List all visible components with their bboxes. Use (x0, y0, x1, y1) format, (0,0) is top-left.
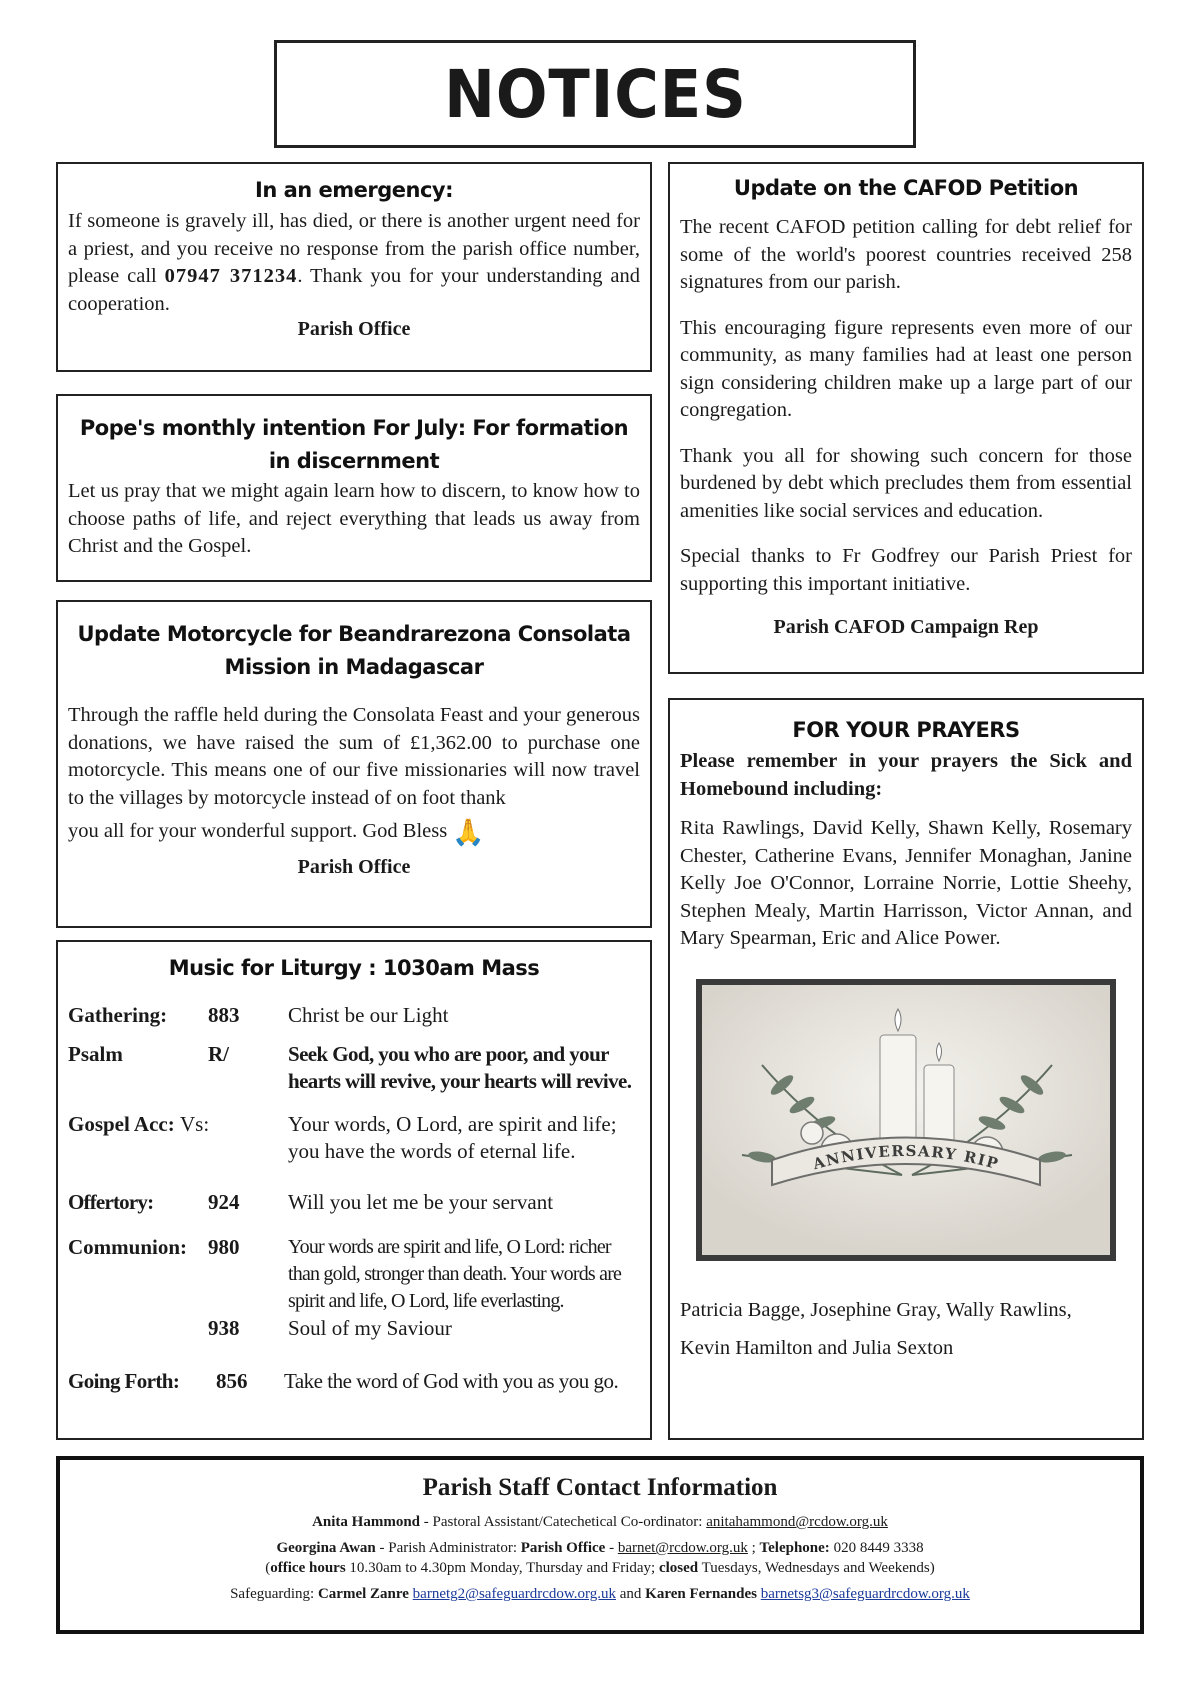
motorcycle-text-last (68, 818, 640, 846)
contact-role: - Parish Administrator: (375, 1540, 521, 1556)
karen-email-link[interactable]: barnetsg3@safeguardrcdow.org.uk (760, 1586, 970, 1602)
cafod-paragraph: Thank you all for showing such concern for those burdened by debt which precludes them from essential amenities like social services and education. (680, 444, 1132, 522)
music-row (68, 1189, 640, 1216)
contact-line-safeguarding (70, 1584, 1130, 1604)
music-row (68, 1041, 640, 1095)
music-row-label: Psalm (68, 1042, 123, 1066)
contact-line-georgina (70, 1538, 1130, 1558)
music-row-label: Gathering: (68, 1003, 168, 1027)
hours-text: 10.30am to 4.30pm Monday, Thursday and Friday; (345, 1560, 659, 1576)
contact-name: Georgina Awan (276, 1540, 376, 1556)
anita-email-link[interactable]: anitahammond@rcdow.org.uk (706, 1514, 888, 1530)
music-row-label: Communion: (68, 1235, 188, 1259)
emergency-text-before: If someone is gravely ill, has died, or there is another urgent need for a priest, and you receive no response from the parish office number, please call (68, 210, 640, 287)
office-label: Parish Office (520, 1540, 606, 1556)
music-row (68, 1234, 640, 1315)
hours-label: office hours (270, 1560, 346, 1576)
music-liturgy-notice (56, 940, 652, 1440)
anniversary-rip-image (696, 979, 1116, 1261)
music-row-number: 980 (208, 1235, 240, 1259)
emergency-text (68, 208, 640, 318)
music-row-label: Offertory: (68, 1190, 154, 1214)
cafod-paragraph: Special thanks to Fr Godfrey our Parish Priest for supporting this important initiative. (680, 545, 1132, 595)
prayers-notice (668, 698, 1144, 1440)
cafod-paragraph: This encouraging figure represents even more of our community, as many families had at least one person sign considering children make up a large part of our congregation. (680, 316, 1132, 421)
music-row-title: Take the word of God with you as you go. (284, 1369, 619, 1393)
prayers-intro: Please remember in your prayers the Sick and Homebound including: (680, 750, 1132, 800)
banner-text: ANNIVERSARY RIP (810, 1141, 1002, 1173)
contact-sep: ; (747, 1540, 760, 1556)
closed-text: Tuesdays, Wednesdays and Weekends) (698, 1560, 935, 1576)
music-row-title: Soul of my Saviour (288, 1316, 452, 1340)
music-row-title: Your words, O Lord, are spirit and life; you have the words of eternal life. (288, 1112, 617, 1163)
music-row-title: Will you let me be your servant (288, 1190, 554, 1214)
office-email-link[interactable]: barnet@rcdow.org.uk (617, 1540, 748, 1556)
contact-heading: Parish Staff Contact Information (422, 1474, 778, 1501)
office-sep: - (605, 1540, 618, 1556)
sick-names-list: Rita Rawlings, David Kelly, Shawn Kelly, Rosemary Chester, Catherine Evans, Jennifer Monaghan, Janine Kelly Joe O'Connor, Lorraine Norrie, Lottie Sheehy, Stephen Mealy, Martin Harrisson, Victor Annan, and Mary Spearman, Eric and Alice Power. (680, 817, 1132, 949)
karen-name: Karen Fernandes (645, 1586, 757, 1602)
music-row (68, 1111, 640, 1165)
prayers-heading: FOR YOUR PRAYERS (792, 718, 1020, 742)
anniversary-names (680, 1291, 1132, 1367)
contact-line-hours: (office hours 10.30am to 4.30pm Monday, Thursday and Friday; closed Tuesdays, Wednesdays and Weekends) (265, 1560, 935, 1576)
music-row-vs: Vs: (179, 1112, 210, 1136)
candles-illustration (702, 985, 1110, 1255)
emergency-signature: Parish Office (297, 318, 411, 340)
music-row-number: 924 (208, 1190, 240, 1214)
contact-line-anita (70, 1512, 1130, 1532)
and-text: and (616, 1586, 646, 1602)
praying-hands-icon: 🙏 (452, 817, 485, 847)
cafod-paragraph: The recent CAFOD petition calling for debt relief for some of the world's poorest countries received 258 signatures from our parish. (680, 216, 1132, 293)
music-row-number: 938 (208, 1316, 240, 1340)
carmel-name: Carmel Zanre (317, 1586, 409, 1602)
emergency-heading: In an emergency: (255, 178, 453, 202)
contact-information (56, 1456, 1144, 1634)
emergency-notice (56, 162, 652, 372)
music-row-title: Christ be our Light (288, 1003, 449, 1027)
music-row-label (68, 1111, 209, 1138)
music-row-title: Your words are spirit and life, O Lord: richer than gold, stronger than death. Your words are spirit and life, O Lord, life everlasting. (288, 1236, 622, 1312)
music-row-title: Seek God, you who are poor, and your hearts will revive, your hearts will revive. (288, 1042, 632, 1093)
music-row-label-text: Gospel Acc: (68, 1112, 175, 1136)
music-row (68, 1315, 640, 1342)
music-row-label: Going Forth: (68, 1369, 180, 1393)
closed-label: closed (658, 1560, 699, 1576)
motorcycle-signature: Parish Office (297, 856, 411, 879)
music-row (68, 1002, 640, 1029)
cafod-petition-notice (668, 162, 1144, 674)
contact-name: Anita Hammond (312, 1514, 421, 1530)
title-box (274, 40, 916, 148)
telephone-label: Telephone: (759, 1540, 830, 1556)
cafod-heading: Update on the CAFOD Petition (733, 176, 1079, 200)
cafod-signature: Parish CAFOD Campaign Rep (773, 616, 1039, 638)
music-row-number: R/ (208, 1042, 229, 1066)
pope-text: Let us pray that we might again learn how to discern, to know how to choose paths of life, and reject everything that leads us away from Christ and the Gospel. (68, 480, 640, 557)
emergency-phone: 07947 371234 (164, 265, 298, 287)
motorcycle-notice (56, 600, 652, 928)
motorcycle-text: Through the raffle held during the Consolata Feast and your generous donations, we have raised the sum of £1,362.00 to purchase one motorcycle. This means one of our five missionaries will now travel to the villages by motorcycle instead of on foot thank (68, 704, 640, 809)
carmel-email-link[interactable]: barnetg2@safeguardrcdow.org.uk (412, 1586, 616, 1602)
music-heading: Music for Liturgy : 1030am Mass (168, 956, 540, 980)
motorcycle-text-last-line: you all for your wonderful support. God Bless (68, 820, 453, 842)
music-row (68, 1368, 640, 1395)
music-row-number: 883 (208, 1003, 240, 1027)
pope-intention-notice (56, 394, 652, 582)
telephone-number: 020 8449 3338 (829, 1540, 924, 1556)
anniversary-names-line: Kevin Hamilton and Julia Sexton (680, 1336, 954, 1359)
motorcycle-heading: Update Motorcycle for Beandrarezona Consolata Mission in Madagascar (77, 622, 631, 679)
pope-heading: Pope's monthly intention For July: For formation in discernment (79, 416, 629, 473)
page-title: NOTICES (443, 55, 747, 133)
safeguarding-label: Safeguarding: (230, 1586, 318, 1602)
anniversary-names-line: Patricia Bagge, Josephine Gray, Wally Rawlins, (680, 1298, 1072, 1321)
contact-role: - Pastoral Assistant/Catechetical Co-ordinator: (420, 1514, 707, 1530)
emergency-text-after: . Thank you for your understanding and cooperation. (68, 265, 641, 315)
music-row-number: 856 (216, 1369, 248, 1393)
